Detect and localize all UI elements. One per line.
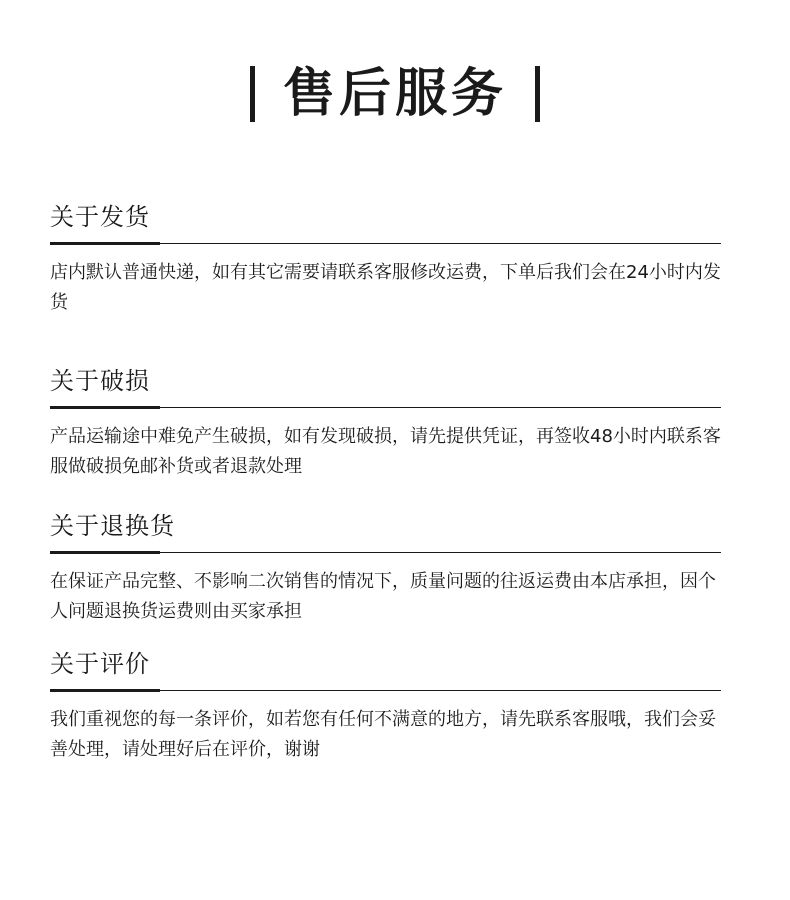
section-title: 关于退换货 (50, 512, 175, 540)
section-divider-accent (50, 242, 160, 245)
section-heading (50, 202, 721, 244)
header-right-bar (535, 66, 540, 122)
section-body: 店内默认普通快递，如有其它需要请联系客服修改运费，下单后我们会在24小时内发货 (50, 262, 721, 313)
section-returns (50, 511, 721, 627)
section-title: 关于发货 (50, 203, 150, 231)
section-heading (50, 366, 721, 408)
section-divider-accent (50, 551, 160, 554)
page-header (0, 62, 790, 126)
section-body: 我们重视您的每一条评价，如若您有任何不满意的地方，请先联系客服哦，我们会妥善处理，请处理好后在评价，谢谢 (50, 709, 716, 760)
section-divider-accent (50, 689, 160, 692)
section-shipping (50, 202, 721, 318)
section-body: 产品运输途中难免产生破损，如有发现破损，请先提供凭证，再签收48小时内联系客服做破损免邮补货或者退款处理 (50, 426, 721, 477)
section-divider-accent (50, 406, 160, 409)
header-left-bar (250, 66, 255, 122)
section-title: 关于破损 (50, 367, 150, 395)
section-heading (50, 511, 721, 553)
section-body: 在保证产品完整、不影响二次销售的情况下，质量问题的往返运费由本店承担，因个人问题退换货运费则由买家承担 (50, 571, 716, 622)
section-reviews (50, 649, 721, 765)
section-damage (50, 366, 721, 482)
page-title: 售后服务 (282, 64, 507, 124)
section-heading (50, 649, 721, 691)
section-title: 关于评价 (50, 650, 150, 678)
